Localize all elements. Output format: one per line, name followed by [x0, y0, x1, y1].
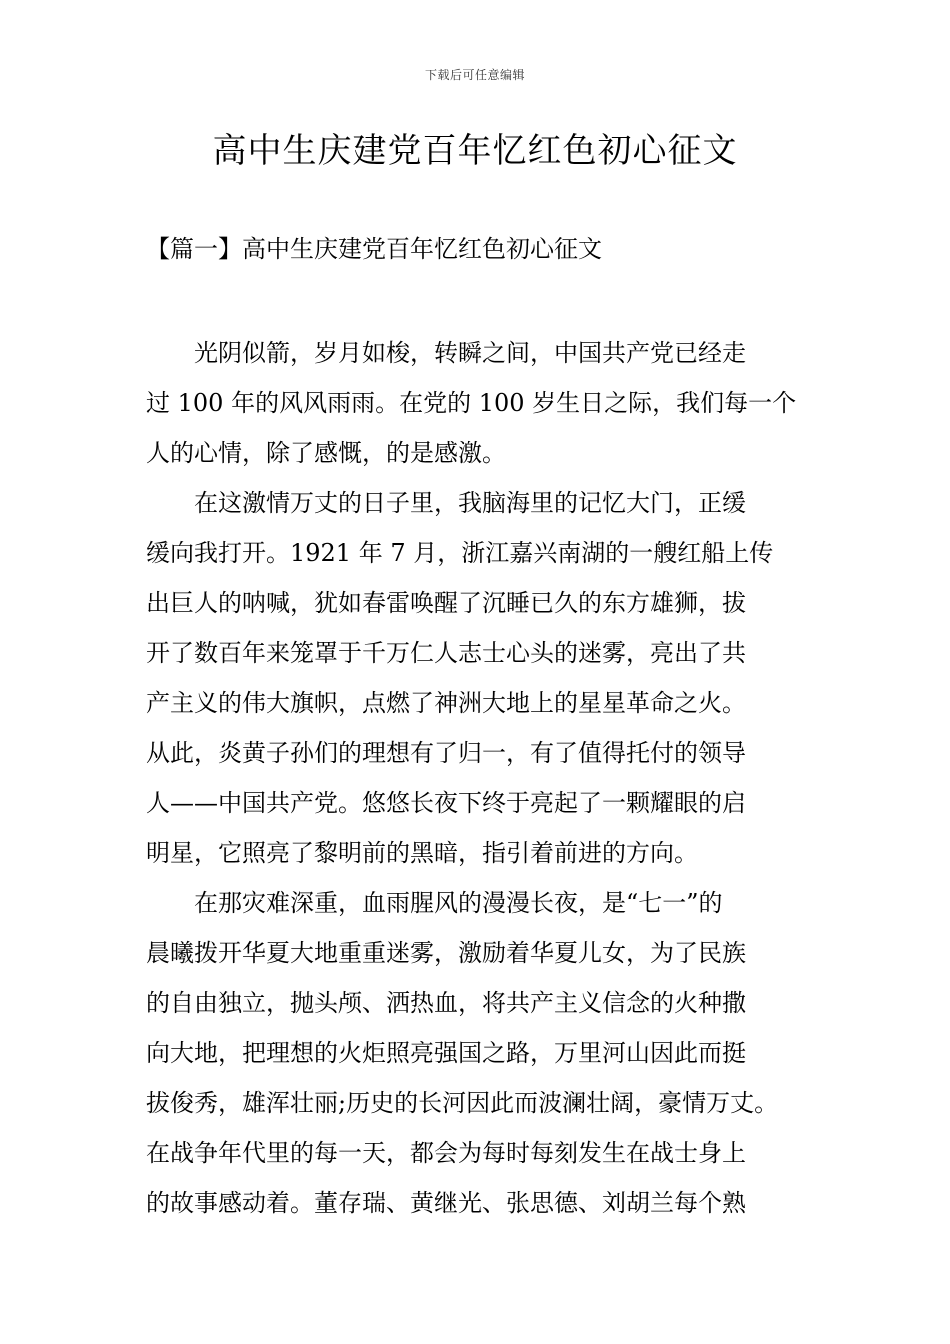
text-line: 拔俊秀，雄浑壮丽;历史的长河因此而波澜壮阔，豪情万丈。 [146, 1089, 779, 1117]
text-line: 明星，它照亮了黎明前的黑暗，指引着前进的方向。 [146, 839, 698, 867]
text-line: 从此，炎黄子孙们的理想有了归一，有了值得托付的领导 [146, 739, 746, 767]
text-line: 在战争年代里的每一天，都会为每时每刻发生在战士身上 [146, 1139, 746, 1167]
text-line: 开了数百年来笼罩于千万仁人志士心头的迷雾，亮出了共 [146, 639, 746, 667]
text-line: 人——中国共产党。悠悠长夜下终于亮起了一颗耀眼的启 [146, 789, 746, 817]
text-line: 的故事感动着。董存瑞、黄继光、张思德、刘胡兰每个熟 [146, 1189, 746, 1217]
text-line: 向大地，把理想的火炬照亮强国之路，万里河山因此而挺 [146, 1039, 746, 1067]
document-title: 高中生庆建党百年忆红色初心征文 [212, 131, 738, 171]
section-heading: 【篇一】高中生庆建党百年忆红色初心征文 [146, 235, 602, 263]
header-note: 下载后可任意编辑 [424, 68, 525, 82]
text-line: 在那灾难深重，血雨腥风的漫漫长夜，是“七一”的 [146, 889, 723, 917]
text-line: 缓向我打开。1921 年 7 月，浙江嘉兴南湖的一艘红船上传 [146, 539, 774, 567]
text-line: 人的心情，除了感慨，的是感激。 [146, 439, 506, 467]
text-line: 过 100 年的风风雨雨。在党的 100 岁生日之际，我们每一个 [146, 389, 797, 417]
text-line: 产主义的伟大旗帜，点燃了神洲大地上的星星革命之火。 [146, 689, 746, 717]
text-line: 晨曦拨开华夏大地重重迷雾，激励着华夏儿女，为了民族 [146, 939, 746, 967]
text-line: 出巨人的呐喊，犹如春雷唤醒了沉睡已久的东方雄狮，拔 [146, 589, 746, 617]
text-line: 的自由独立，抛头颅、洒热血，将共产主义信念的火种撒 [146, 989, 746, 1017]
text-line: 在这激情万丈的日子里，我脑海里的记忆大门，正缓 [146, 489, 746, 517]
body-text [146, 328, 836, 1228]
text-line: 光阴似箭，岁月如梭，转瞬之间，中国共产党已经走 [146, 339, 746, 367]
